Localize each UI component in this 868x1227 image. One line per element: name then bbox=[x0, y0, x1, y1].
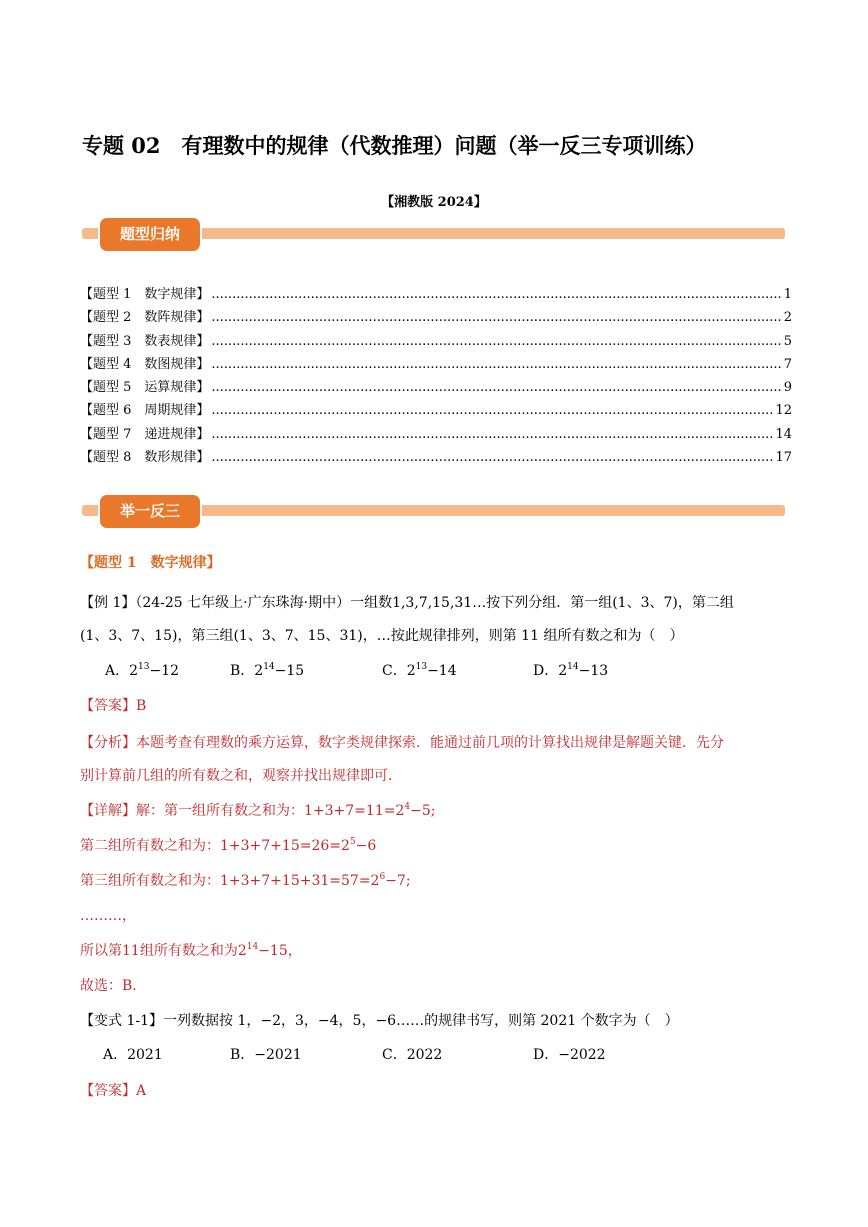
analysis-line-1: 【分析】本题考查有理数的乘方运算，数字类规律探索．能通过前几项的计算找出规律是解题关键．先分 bbox=[80, 735, 724, 751]
detail-line-4: ………， bbox=[80, 908, 136, 924]
toc-item[interactable]: 【题型 2 数阵规律】 ..... 2 bbox=[80, 306, 792, 329]
variant-option-b: B．−2021 bbox=[230, 1047, 302, 1063]
detail-line-1: 【详解】解：第一组所有数之和为：$1+3+7=11=2^4-5$; bbox=[80, 802, 436, 819]
table-of-contents bbox=[80, 283, 792, 469]
analysis-line-2: 别计算前几组的所有数之和，观察并找出规律即可． bbox=[80, 768, 402, 784]
toc-item[interactable]: 【题型 5 运算规律】 ..... 9 bbox=[80, 376, 792, 399]
example-answer: 【答案】B bbox=[80, 698, 147, 714]
option-b: B．$2^{14}-15$ bbox=[230, 662, 305, 679]
conclusion: 故选：B． bbox=[80, 978, 147, 994]
toc-item[interactable]: 【题型 1 数字规律】 ..... 1 bbox=[80, 283, 792, 306]
variant-answer: 【答案】A bbox=[80, 1083, 147, 1099]
detail-line-2: 第二组所有数之和为：$1+3+7+15=26=2^5-6$ bbox=[80, 837, 377, 854]
option-a: A．$2^{13}-12$ bbox=[105, 662, 180, 679]
option-c: C．$2^{13}-14$ bbox=[382, 662, 457, 679]
variant-question: 【变式 1-1】一列数据按 1，−2，3，−4，5，−6……的规律书写，则第 2021 个数字为（ ） bbox=[80, 1013, 679, 1029]
detail-line-3: 第三组所有数之和为：$1+3+7+15+31=57=2^6-7$; bbox=[80, 872, 411, 889]
section-badge-examples: 举一反三 bbox=[100, 495, 200, 528]
edition-label: 【湘教版 2024】 bbox=[381, 195, 487, 210]
example-question-line-1: 【例 1】（24-25 七年级上·广东珠海·期中）一组数1,3,7,15,31…按下列分组．第一组(1、3、7)，第二组 bbox=[80, 595, 734, 611]
variant-option-a: A．2021 bbox=[103, 1047, 163, 1063]
toc-item[interactable]: 【题型 6 周期规律】 ..... 12 bbox=[80, 399, 792, 422]
detail-line-5: 所以第11组所有数之和为$2^{14}-15$， bbox=[80, 942, 302, 959]
variant-option-c: C．2022 bbox=[382, 1047, 443, 1063]
example-question-line-2: (1、3、7、15)，第三组(1、3、7、15、31)，…按此规律排列，则第 11 组所有数之和为（ ） bbox=[80, 628, 684, 644]
toc-item[interactable]: 【题型 7 递进规律】 ..... 14 bbox=[80, 423, 792, 446]
toc-item[interactable]: 【题型 4 数图规律】 ..... 7 bbox=[80, 353, 792, 376]
option-d: D．$2^{14}-13$ bbox=[533, 662, 609, 679]
page-title: 专题 02 有理数中的规律（代数推理）问题（举一反三专项训练） bbox=[82, 133, 707, 158]
variant-option-d: D．−2022 bbox=[533, 1047, 606, 1063]
section-badge-types: 题型归纳 bbox=[100, 218, 200, 251]
toc-item[interactable]: 【题型 8 数形规律】 ..... 17 bbox=[80, 446, 792, 469]
toc-item[interactable]: 【题型 3 数表规律】 ..... 5 bbox=[80, 330, 792, 353]
topic-heading: 【题型 1 数字规律】 bbox=[80, 555, 221, 571]
